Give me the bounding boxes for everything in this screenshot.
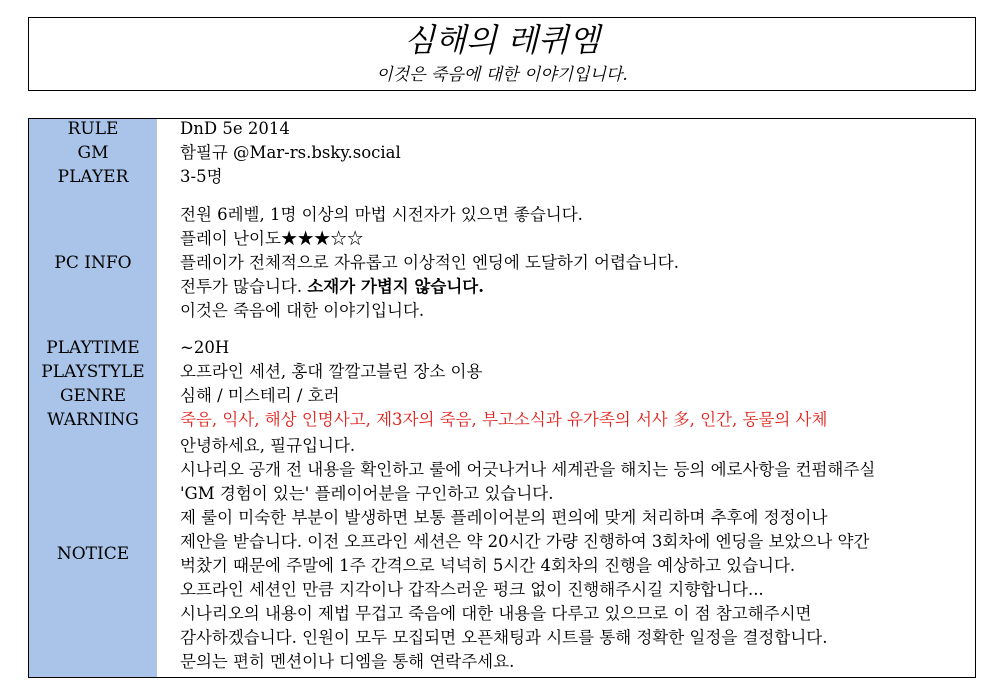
value-player: 3-5명 [180, 167, 223, 186]
notice-line: 오프라인 세션인 만큼 지각이나 갑작스러운 펑크 없이 진행해주시길 지향합니다... [180, 580, 764, 599]
notice-line: 시나리오 공개 전 내용을 확인하고 룰에 어긋나거나 세계관을 해치는 등의 에로사항을 컨펌해주실 [180, 460, 876, 479]
label-playtime: PLAYTIME [46, 338, 140, 358]
notice-line: 안녕하세요, 필규입니다. [180, 436, 356, 455]
notice-line: 벅찼기 때문에 주말에 1주 간격으로 넉넉히 5시간 4회차의 진행을 예상하고 있습니다. [180, 556, 796, 575]
pc-info-line: 전원 6레벨, 1명 이상의 마법 시전자가 있으면 좋습니다. [180, 205, 583, 224]
label-gm: GM [77, 143, 109, 163]
label-playstyle: PLAYSTYLE [41, 362, 145, 382]
value-genre: 심해 / 미스테리 / 호러 [180, 386, 340, 405]
title-box [28, 17, 976, 91]
notice-line: 제 룰이 미숙한 부분이 발생하면 보통 플레이어분의 편의에 맞게 처리하며 추후에 정정이나 [180, 508, 828, 527]
notice-line: 감사하겠습니다. 인원이 모두 모집되면 오픈채팅과 시트를 통해 정확한 일정을 결정합니다. [180, 628, 828, 647]
pc-info-bold: 소재가 가볍지 않습니다. [307, 277, 484, 296]
label-genre: GENRE [59, 386, 127, 406]
pc-info-line [180, 275, 484, 299]
label-player: PLAYER [57, 167, 129, 187]
document-title: 심해의 레퀴엠 [404, 21, 600, 59]
value-warning: 죽음, 익사, 해상 인명사고, 제3자의 죽음, 부고소식과 유가족의 서사 多, 인간, 동물의 사체 [180, 410, 828, 429]
label-warning: WARNING [47, 410, 139, 430]
pc-info-difficulty: 플레이 난이도★★★☆☆ [180, 229, 364, 248]
label-rule: RULE [67, 119, 119, 139]
pc-info-plain: 전투가 많습니다. [180, 277, 308, 296]
value-playtime: ~20H [180, 338, 230, 357]
label-notice: NOTICE [56, 544, 130, 564]
value-playstyle: 오프라인 세션, 홍대 깔깔고블린 장소 이용 [180, 362, 483, 381]
pc-info-line: 이것은 죽음에 대한 이야기입니다. [180, 301, 425, 320]
info-table [28, 118, 976, 678]
notice-line: 문의는 편히 멘션이나 디엠을 통해 연락주세요. [180, 652, 515, 671]
notice-line: 시나리오의 내용이 제법 무겁고 죽음에 대한 내용을 다루고 있으므로 이 점 참고해주시면 [180, 604, 812, 623]
notice-line: 제안을 받습니다. 이전 오프라인 세션은 약 20시간 가량 진행하여 3회차에 엔딩을 보았으나 약간 [180, 532, 870, 551]
document-subtitle: 이것은 죽음에 대한 이야기입니다. [376, 65, 628, 85]
value-rule: DnD 5e 2014 [180, 119, 290, 138]
pc-info-line: 플레이가 전체적으로 자유롭고 이상적인 엔딩에 도달하기 어렵습니다. [180, 253, 679, 272]
value-gm: 함필규 @Mar-rs.bsky.social [180, 143, 401, 162]
notice-line: 'GM 경험이 있는' 플레이어분을 구인하고 있습니다. [180, 484, 554, 503]
label-pc-info: PC INFO [54, 253, 132, 273]
